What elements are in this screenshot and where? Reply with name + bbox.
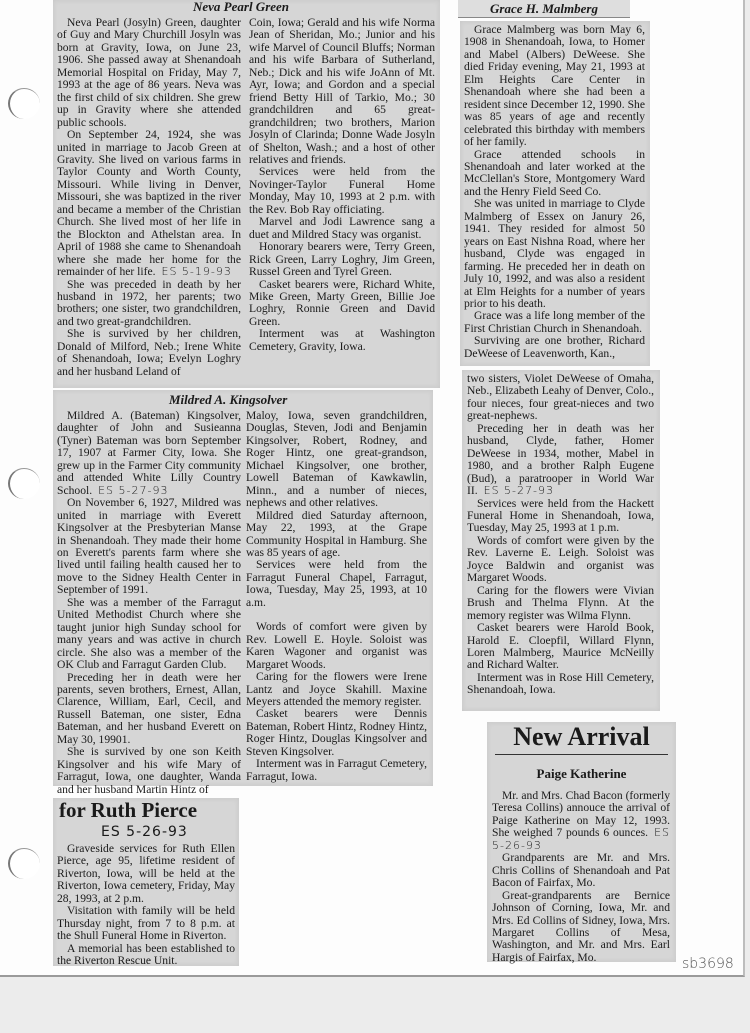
article-paragraph — [464, 149, 645, 199]
paragraph-text: Preceding her in death were her parents, seven brothers, Ernest, Allan, Clarence, William, Earl, Cecil, and Russell Bateman, one sister, Edna Bateman, and her husband Everett on May 30, 19901. — [57, 670, 241, 746]
article-column — [464, 24, 645, 360]
paragraph-text: Coin, Iowa; Gerald and his wife Norma Jean of Sheridan, Mo.; Junior and his wife Marvel of Council Bluffs; Norman and his wife Barbara of Sutherland, Neb.; Dick and his wife JoAnn of Mt. Ayr, Iowa; and Gordon and a special friend Betty Hill of Tarkio, Mo.; 30 grandchildren and 65 great-grandchildren; two brothers, Marion Josyln of Clarinda; Donne Wade Josyln of Shelton, Wash.; and a host of other relatives and friends. — [249, 16, 435, 166]
article-paragraph — [492, 890, 670, 965]
punch-hole — [8, 468, 40, 499]
article-paragraph — [246, 510, 427, 560]
paragraph-text: Visitation with family will be held Thursday night, from 7 to 8 p.m. at the Shull Funeral Home in Riverton. — [57, 904, 235, 943]
article-paragraph — [467, 423, 654, 498]
article-column — [467, 373, 654, 697]
paragraph-text: Maloy, Iowa, seven grandchildren, Douglas, Steven, Jodi and Benjamin Kingsolver, Robert, Rodney, and Roger Hintz, one great-grandson, Michael Kingsolver, one brother, Lowell Bateman of Kawkawlin, Minn., and a number of nieces, nephews and other relatives. — [246, 409, 427, 510]
handwritten-date: ES 5-19-93 — [161, 265, 232, 279]
obituary-neva-pearl-green — [53, 0, 440, 388]
obituary-title: Grace H. Malmberg — [490, 1, 598, 16]
obituary-title-box — [458, 0, 630, 18]
paragraph-text: Words of comfort were given by Rev. Lowell E. Hoyle. Soloist was Karen Wagoner and organist was Margaret Woods. — [246, 620, 427, 671]
article-paragraph — [467, 672, 654, 697]
article-column — [57, 843, 235, 968]
paragraph-text: Mildred A. (Bateman) Kingsolver, daughter of John and Susieanna (Tyner) Bateman was born September 17, 1907 at Farmer City, Iowa. She grew up in the Farmer City community and attended White Lilly Country School. — [57, 409, 241, 497]
article-paragraph — [464, 198, 645, 310]
paragraph-text: Mildred died Saturday afternoon, May 22, 1993, at the Grape Community Hospital in Hamburg. She was 85 years of age. — [246, 508, 427, 559]
paragraph-text: Interment was at Washington Cemetery, Gravity, Iowa. — [249, 327, 435, 353]
article-paragraph — [57, 497, 241, 597]
paragraph-text: Grace was a life long member of the First Christian Church in Shenandoah. — [464, 309, 645, 335]
article-paragraph — [249, 216, 435, 241]
paragraph-text: Services were held from the Farragut Funeral Chapel, Farragut, Iowa, Tuesday, May 25, 1993, at 10 a.m. — [246, 558, 427, 609]
paragraph-text: Words of comfort were given by the Rev. Laverne E. Leigh. Soloist was Joyce Baldwin and organist was Margaret Woods. — [467, 533, 654, 585]
obituary-grace-malmberg — [460, 21, 650, 366]
paragraph-text: two sisters, Violet DeWeese of Omaha, Neb., Elizabeth Leahy of Denver, Colo., four nieces, four great-nieces and two great-nephews. — [467, 372, 654, 423]
notice-ruth-pierce — [53, 798, 239, 966]
handwritten-date: ES 5-27-93 — [483, 484, 554, 498]
article-paragraph — [249, 17, 435, 166]
obituary-title: Mildred A. Kingsolver — [169, 392, 288, 407]
article-paragraph — [57, 943, 235, 968]
article-column — [492, 790, 670, 964]
paragraph-text: Services were held from the Hackett Funeral Home in Shenandoah, Iowa, Tuesday, May 25, 1993 at 1 p.m. — [467, 496, 654, 535]
handwritten-date: ES 5-26-93 — [492, 826, 670, 852]
paragraph-text: A memorial has been established to the Riverton Rescue Unit. — [57, 941, 235, 968]
paragraph-text: She was preceded in death by her husband in 1972, her parents; two brothers; one sister, two grandchildren, and two great-grandchildren. — [57, 277, 241, 328]
obituary-grace-malmberg-continued — [462, 370, 660, 711]
obituary-mildred-kingsolver — [53, 390, 433, 796]
article-paragraph — [249, 241, 435, 278]
paragraph-text: Grandparents are Mr. and Mrs. Chris Collins of Shenandoah and Pat Bacon of Fairfax, Mo. — [492, 851, 670, 890]
article-paragraph — [57, 905, 235, 942]
paragraph-text: Casket bearers were, Richard White, Mike Green, Marty Green, Billie Joe Loghry, Ronnie Green and David Green. — [249, 277, 435, 328]
paragraph-text: Interment was in Rose Hill Cemetery, Shenandoah, Iowa. — [467, 670, 654, 697]
paragraph-text: Grace Malmberg was born May 6, 1908 in Shenandoah, Iowa, to Homer and Mabel (Albers) DeWeese. She died Friday evening, May 21, 1993 at Elm Heights Care Center in Shenandoah where she had been a resident since December 12, 1990. She was 85 years of age and recently celebrated this birthday with members of her family. — [464, 23, 645, 149]
handwritten-date: ES 5-26-93 — [101, 824, 188, 840]
article-column — [249, 17, 435, 353]
article-paragraph — [57, 672, 241, 747]
paragraph-text: Neva Pearl (Josyln) Green, daughter of Guy and Mary Churchill Josyln was born at Gravity, Iowa, on June 23, 1906. She passed away at Shenandoah Memorial Hospital on Friday, May 7, 1993 at the age of 86 years. Neva was the first child of six children. She grew up in Gravity where she attended public schools. — [57, 16, 241, 129]
article-paragraph — [249, 328, 435, 353]
birth-announcement — [487, 722, 676, 962]
paragraph-text: On September 24, 1924, she was united in marriage to Jacob Green at Gravity. She lived on various farms in Taylor County and Worth County, Missouri. While living in Denver, Missouri, she was baptized in the river and became a member of the Christian Church. She lived most of her life in the Blockton and Athelstan area. In April of 1988 she came to Shenandoah where she made her home for the remainder of her life. — [57, 128, 241, 279]
article-paragraph — [57, 597, 241, 672]
article-column — [57, 17, 241, 378]
article-paragraph — [464, 24, 645, 149]
article-paragraph — [467, 498, 654, 535]
punch-hole — [8, 88, 40, 119]
paragraph-text: Caring for the flowers were Irene Lantz and Joyce Skahill. Maxine Meyers attended the memory register. — [246, 670, 427, 708]
paragraph-text: Mr. and Mrs. Chad Bacon (formerly Teresa Collins) annouce the arrival of Paige Katherine on May 12, 1993. She weighed 7 pounds 6 ounces. — [492, 789, 670, 840]
article-paragraph — [57, 129, 241, 278]
paragraph-text: Interment was in Farragut Cemetery, Farragut, Iowa. — [246, 757, 427, 783]
article-column — [57, 410, 241, 796]
article-paragraph — [246, 708, 427, 758]
paragraph-text: Preceding her in death was her husband, Clyde, father, Homer DeWeese in 1934, mother, Mabel in 1980, and a brother Ralph Eugene (Bud), a paratrooper in World War II. — [467, 421, 654, 498]
page-id-handwritten: sb3698 — [682, 956, 734, 972]
paragraph-text: Casket bearers were Dennis Bateman, Robert Hintz, Rodney Hintz, Roger Hintz, Douglas Kingsolver and Steven Kingsolver. — [246, 707, 427, 758]
article-paragraph — [57, 17, 241, 129]
article-paragraph — [57, 746, 241, 796]
article-paragraph — [492, 790, 670, 852]
paragraph-text: Casket bearers were Harold Book, Harold E. Cloepfil, Willard Flynn, Loren Malmberg, Maurice McNeilly and Richard Walter. — [467, 621, 654, 672]
paragraph-text: She is survived by her children, Donald of Milford, Neb.; Irene White of Shenandoah, Iowa; Evelyn Loghry and her husband Leland of — [57, 327, 241, 378]
article-paragraph — [249, 279, 435, 329]
article-paragraph — [467, 535, 654, 585]
article-paragraph — [57, 843, 235, 905]
article-paragraph — [464, 310, 645, 335]
punch-hole — [8, 848, 40, 879]
paragraph-text: Great-grandparents are Bernice Johnson of Corning, Iowa, Mr. and Mrs. Ed Collins of Sidney, Iowa, Mrs. Margaret Collins of Mesa, Washington, and Mr. and Mrs. Earl Hargis of Fairfax, Mo. — [492, 888, 670, 964]
article-paragraph — [246, 671, 427, 708]
article-paragraph — [467, 373, 654, 423]
paragraph-text: She was a member of the Farragut United Methodist Church where she taught junior high Sunday school for many years and was active in church circle. She also was a member of the OK Club and Farragut Garden Club. — [57, 595, 241, 672]
article-paragraph — [246, 758, 427, 783]
article-paragraph — [246, 410, 427, 510]
paragraph-text: Honorary bearers were, Terry Green, Rick Green, Larry Loghry, Jim Green, Russel Green and Tyrel Green. — [249, 240, 435, 279]
article-paragraph — [467, 622, 654, 672]
announcement-title: New Arrival — [495, 722, 668, 755]
paragraph-text: She is survived by one son Keith Kingsolver and his wife Mary of Farragut, Iowa, one daughter, Wanda and her husband Martin Hintz of — [57, 745, 241, 796]
article-paragraph — [249, 166, 435, 216]
paragraph-text: Graveside services for Ruth Ellen Pierce, age 95, lifetime resident of Riverton, Iowa, will be held at the Riverton, Iowa cemetery, Friday, May 28, 1993, at 2 p.m. — [57, 842, 235, 905]
article-paragraph — [464, 335, 645, 360]
article-paragraph — [467, 585, 654, 622]
announcement-subtitle: Paige Katherine — [536, 766, 627, 781]
paragraph-text: Marvel and Jodi Lawrence sang a duet and Mildred Stacy was organist. — [249, 215, 435, 241]
article-paragraph — [246, 621, 427, 671]
article-column — [246, 410, 427, 783]
article-paragraph — [57, 279, 241, 329]
paragraph-text: Grace attended schools in Shenandoah and later worked at the McClellan's Store, Montgomery Ward and the Henry Field Seed Co. — [464, 147, 645, 198]
handwritten-date: ES 5-27-93 — [98, 483, 169, 497]
article-paragraph — [492, 852, 670, 889]
notice-title: for Ruth Pierce — [59, 798, 198, 822]
article-paragraph — [57, 410, 241, 497]
paragraph-text: She was united in marriage to Clyde Malmberg of Essex on Janury 26, 1941. They resided for almost 50 years on East Nishna Road, where her husband, Clyde was engaged in farming. He preceded her in death on July 10, 1992, and was also a resident at Elm Heights for a number of years prior to his death. — [464, 197, 645, 310]
paragraph-text: Caring for the flowers were Vivian Brush and Thelma Flynn. At the memory register was Wilma Flynn. — [467, 583, 654, 622]
paragraph-text: Services were held from the Novinger-Taylor Funeral Home Monday, May 10, 1993 at 2 p.m. with the Rev. Bob Ray officiating. — [249, 165, 435, 216]
obituary-title: Neva Pearl Green — [193, 0, 290, 14]
paragraph-text: On November 6, 1927, Mildred was united in marriage with Everett Kingsolver at the Presbyterian Manse in Shenandoah. They made their home on Everett's parents farm where she lived until failing health caused her to move to the Sidney Health Center in September of 1991. — [57, 496, 241, 597]
article-paragraph — [57, 328, 241, 378]
paragraph-text: Surviving are one brother, Richard DeWeese of Leavenworth, Kan., — [464, 334, 645, 360]
article-paragraph — [246, 559, 427, 609]
